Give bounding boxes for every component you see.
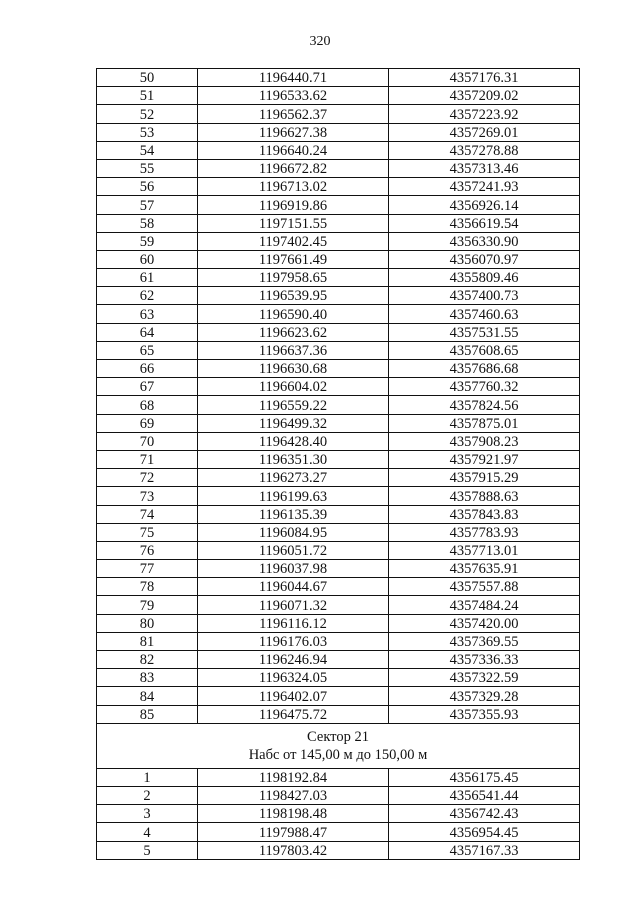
point-number-cell: 50 — [97, 69, 198, 87]
sector-subtitle: Набс от 145,00 м до 150,00 м — [248, 746, 428, 763]
table-row — [97, 214, 580, 232]
y-coordinate-cell: 4357313.46 — [389, 159, 580, 177]
point-number-cell: 62 — [97, 287, 198, 305]
x-coordinate-cell: 1198198.48 — [198, 805, 389, 823]
point-number-cell: 82 — [97, 651, 198, 669]
sector-header-cell — [97, 723, 580, 768]
y-coordinate-cell: 4356742.43 — [389, 805, 580, 823]
x-coordinate-cell: 1196539.95 — [198, 287, 389, 305]
y-coordinate-cell: 4356954.45 — [389, 823, 580, 841]
table-row — [97, 705, 580, 723]
y-coordinate-cell: 4357336.33 — [389, 651, 580, 669]
table-row — [97, 69, 580, 87]
y-coordinate-cell: 4357760.32 — [389, 378, 580, 396]
y-coordinate-cell: 4357557.88 — [389, 578, 580, 596]
point-number-cell: 71 — [97, 450, 198, 468]
table-row — [97, 396, 580, 414]
table-row — [97, 596, 580, 614]
point-number-cell: 73 — [97, 487, 198, 505]
x-coordinate-cell: 1196071.32 — [198, 596, 389, 614]
point-number-cell: 84 — [97, 687, 198, 705]
x-coordinate-cell: 1196672.82 — [198, 159, 389, 177]
point-number-cell: 61 — [97, 269, 198, 287]
table-row — [97, 87, 580, 105]
y-coordinate-cell: 4356541.44 — [389, 786, 580, 804]
coordinates-table-body — [97, 69, 580, 860]
table-row — [97, 432, 580, 450]
table-row — [97, 805, 580, 823]
point-number-cell: 67 — [97, 378, 198, 396]
x-coordinate-cell: 1198192.84 — [198, 768, 389, 786]
y-coordinate-cell: 4357888.63 — [389, 487, 580, 505]
y-coordinate-cell: 4356926.14 — [389, 196, 580, 214]
table-row — [97, 632, 580, 650]
y-coordinate-cell: 4356619.54 — [389, 214, 580, 232]
x-coordinate-cell: 1197151.55 — [198, 214, 389, 232]
table-row — [97, 560, 580, 578]
x-coordinate-cell: 1196273.27 — [198, 469, 389, 487]
x-coordinate-cell: 1196640.24 — [198, 141, 389, 159]
y-coordinate-cell: 4357843.83 — [389, 505, 580, 523]
point-number-cell: 69 — [97, 414, 198, 432]
table-row — [97, 687, 580, 705]
point-number-cell: 80 — [97, 614, 198, 632]
page-number: 320 — [309, 34, 331, 49]
table-row — [97, 523, 580, 541]
table-row — [97, 541, 580, 559]
point-number-cell: 65 — [97, 341, 198, 359]
y-coordinate-cell: 4357400.73 — [389, 287, 580, 305]
point-number-cell: 63 — [97, 305, 198, 323]
point-number-cell: 79 — [97, 596, 198, 614]
x-coordinate-cell: 1196084.95 — [198, 523, 389, 541]
x-coordinate-cell: 1196919.86 — [198, 196, 389, 214]
y-coordinate-cell: 4357921.97 — [389, 450, 580, 468]
x-coordinate-cell: 1197958.65 — [198, 269, 389, 287]
table-row — [97, 141, 580, 159]
table-row — [97, 505, 580, 523]
table-row — [97, 287, 580, 305]
point-number-cell: 53 — [97, 123, 198, 141]
y-coordinate-cell: 4357460.63 — [389, 305, 580, 323]
x-coordinate-cell: 1196351.30 — [198, 450, 389, 468]
point-number-cell: 74 — [97, 505, 198, 523]
point-number-cell: 56 — [97, 178, 198, 196]
y-coordinate-cell: 4356070.97 — [389, 250, 580, 268]
x-coordinate-cell: 1196044.67 — [198, 578, 389, 596]
y-coordinate-cell: 4357176.31 — [389, 69, 580, 87]
sector-header-row — [97, 723, 580, 768]
table-row — [97, 378, 580, 396]
table-row — [97, 232, 580, 250]
point-number-cell: 60 — [97, 250, 198, 268]
table-row — [97, 487, 580, 505]
x-coordinate-cell: 1196324.05 — [198, 669, 389, 687]
table-row — [97, 250, 580, 268]
point-number-cell: 70 — [97, 432, 198, 450]
table-row — [97, 841, 580, 859]
y-coordinate-cell: 4357908.23 — [389, 432, 580, 450]
table-row — [97, 768, 580, 786]
y-coordinate-cell: 4357484.24 — [389, 596, 580, 614]
x-coordinate-cell: 1196246.94 — [198, 651, 389, 669]
point-number-cell: 4 — [97, 823, 198, 841]
y-coordinate-cell: 4357635.91 — [389, 560, 580, 578]
y-coordinate-cell: 4357608.65 — [389, 341, 580, 359]
table-row — [97, 651, 580, 669]
point-number-cell: 54 — [97, 141, 198, 159]
y-coordinate-cell: 4357875.01 — [389, 414, 580, 432]
y-coordinate-cell: 4356330.90 — [389, 232, 580, 250]
point-number-cell: 55 — [97, 159, 198, 177]
x-coordinate-cell: 1196713.02 — [198, 178, 389, 196]
y-coordinate-cell: 4357329.28 — [389, 687, 580, 705]
y-coordinate-cell: 4357355.93 — [389, 705, 580, 723]
table-row — [97, 269, 580, 287]
point-number-cell: 3 — [97, 805, 198, 823]
point-number-cell: 77 — [97, 560, 198, 578]
y-coordinate-cell: 4357209.02 — [389, 87, 580, 105]
x-coordinate-cell: 1196627.38 — [198, 123, 389, 141]
x-coordinate-cell: 1196440.71 — [198, 69, 389, 87]
y-coordinate-cell: 4357322.59 — [389, 669, 580, 687]
x-coordinate-cell: 1196176.03 — [198, 632, 389, 650]
x-coordinate-cell: 1196499.32 — [198, 414, 389, 432]
x-coordinate-cell: 1196562.37 — [198, 105, 389, 123]
sector-title: Сектор 21 — [307, 728, 369, 745]
point-number-cell: 57 — [97, 196, 198, 214]
y-coordinate-cell: 4357269.01 — [389, 123, 580, 141]
point-number-cell: 83 — [97, 669, 198, 687]
x-coordinate-cell: 1197661.49 — [198, 250, 389, 268]
point-number-cell: 75 — [97, 523, 198, 541]
x-coordinate-cell: 1196135.39 — [198, 505, 389, 523]
point-number-cell: 5 — [97, 841, 198, 859]
x-coordinate-cell: 1197988.47 — [198, 823, 389, 841]
point-number-cell: 52 — [97, 105, 198, 123]
point-number-cell: 68 — [97, 396, 198, 414]
y-coordinate-cell: 4357420.00 — [389, 614, 580, 632]
point-number-cell: 76 — [97, 541, 198, 559]
y-coordinate-cell: 4357915.29 — [389, 469, 580, 487]
x-coordinate-cell: 1196559.22 — [198, 396, 389, 414]
x-coordinate-cell: 1196637.36 — [198, 341, 389, 359]
table-row — [97, 360, 580, 378]
table-row — [97, 823, 580, 841]
y-coordinate-cell: 4357713.01 — [389, 541, 580, 559]
y-coordinate-cell: 4357241.93 — [389, 178, 580, 196]
x-coordinate-cell: 1197402.45 — [198, 232, 389, 250]
table-row — [97, 159, 580, 177]
x-coordinate-cell: 1196199.63 — [198, 487, 389, 505]
y-coordinate-cell: 4357686.68 — [389, 360, 580, 378]
x-coordinate-cell: 1196604.02 — [198, 378, 389, 396]
point-number-cell: 85 — [97, 705, 198, 723]
table-row — [97, 305, 580, 323]
point-number-cell: 59 — [97, 232, 198, 250]
table-row — [97, 450, 580, 468]
y-coordinate-cell: 4357531.55 — [389, 323, 580, 341]
table-row — [97, 469, 580, 487]
point-number-cell: 58 — [97, 214, 198, 232]
point-number-cell: 66 — [97, 360, 198, 378]
x-coordinate-cell: 1196051.72 — [198, 541, 389, 559]
coordinates-table — [96, 68, 580, 860]
table-row — [97, 196, 580, 214]
x-coordinate-cell: 1196116.12 — [198, 614, 389, 632]
table-row — [97, 323, 580, 341]
y-coordinate-cell: 4356175.45 — [389, 768, 580, 786]
x-coordinate-cell: 1196623.62 — [198, 323, 389, 341]
point-number-cell: 51 — [97, 87, 198, 105]
point-number-cell: 78 — [97, 578, 198, 596]
x-coordinate-cell: 1196630.68 — [198, 360, 389, 378]
point-number-cell: 1 — [97, 768, 198, 786]
x-coordinate-cell: 1196428.40 — [198, 432, 389, 450]
table-row — [97, 669, 580, 687]
x-coordinate-cell: 1196533.62 — [198, 87, 389, 105]
x-coordinate-cell: 1196590.40 — [198, 305, 389, 323]
table-row — [97, 414, 580, 432]
x-coordinate-cell: 1196037.98 — [198, 560, 389, 578]
x-coordinate-cell: 1197803.42 — [198, 841, 389, 859]
y-coordinate-cell: 4357369.55 — [389, 632, 580, 650]
table-row — [97, 105, 580, 123]
table-row — [97, 786, 580, 804]
point-number-cell: 64 — [97, 323, 198, 341]
table-row — [97, 614, 580, 632]
y-coordinate-cell: 4357278.88 — [389, 141, 580, 159]
table-row — [97, 578, 580, 596]
y-coordinate-cell: 4357824.56 — [389, 396, 580, 414]
table-row — [97, 123, 580, 141]
x-coordinate-cell: 1198427.03 — [198, 786, 389, 804]
point-number-cell: 2 — [97, 786, 198, 804]
y-coordinate-cell: 4357223.92 — [389, 105, 580, 123]
coordinates-table-container — [96, 68, 579, 860]
x-coordinate-cell: 1196475.72 — [198, 705, 389, 723]
y-coordinate-cell: 4357167.33 — [389, 841, 580, 859]
table-row — [97, 178, 580, 196]
y-coordinate-cell: 4355809.46 — [389, 269, 580, 287]
table-row — [97, 341, 580, 359]
x-coordinate-cell: 1196402.07 — [198, 687, 389, 705]
point-number-cell: 72 — [97, 469, 198, 487]
y-coordinate-cell: 4357783.93 — [389, 523, 580, 541]
point-number-cell: 81 — [97, 632, 198, 650]
